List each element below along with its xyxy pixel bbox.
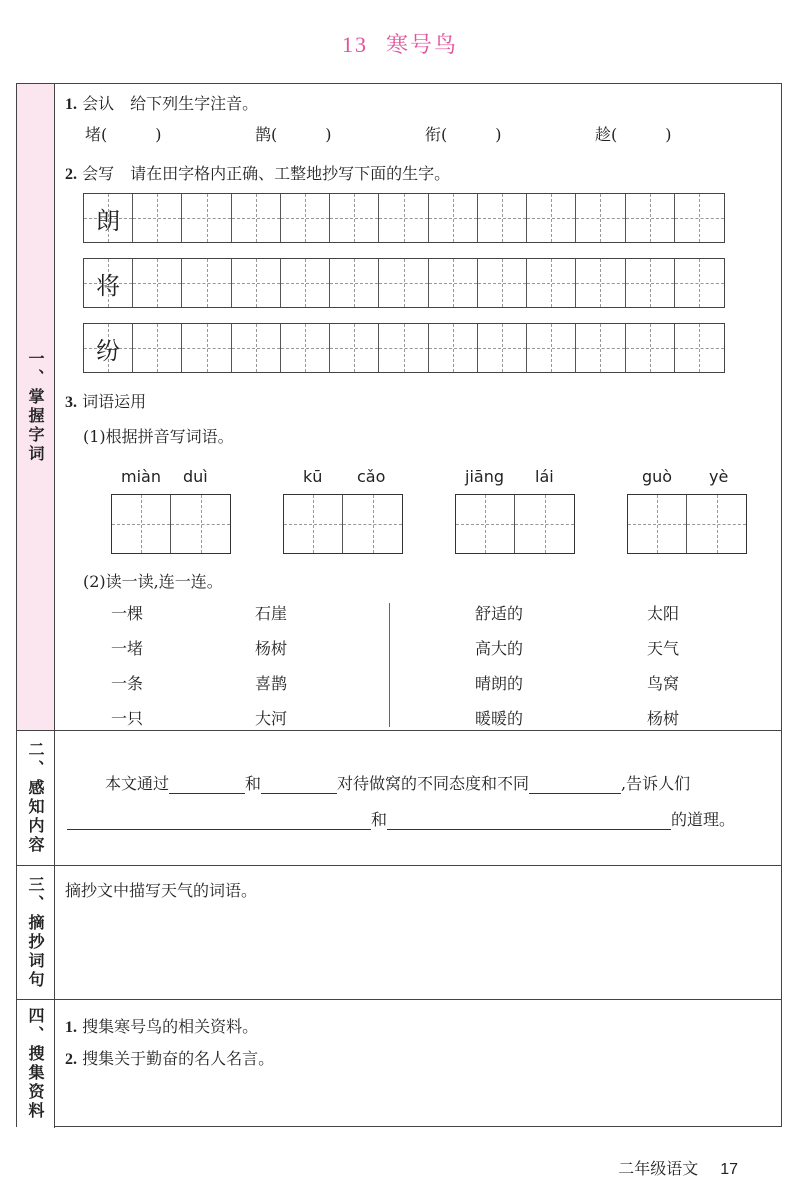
section-label: 三、摘抄词句	[17, 866, 55, 999]
practice-cell[interactable]	[675, 194, 724, 242]
pinyin-answer-box[interactable]	[283, 494, 403, 554]
model-character-cell	[84, 324, 133, 372]
page-footer	[618, 1156, 738, 1179]
practice-cell[interactable]	[478, 324, 527, 372]
worksheet-frame	[16, 83, 782, 1127]
match-word[interactable]: 晴朗的	[475, 674, 524, 693]
q2-heading: 2. 会写 请在田字格内正确、工整地抄写下面的生字。	[65, 164, 451, 183]
section-label: 一、掌握字词	[17, 84, 55, 730]
model-character: 纷	[96, 336, 121, 365]
collect-item-1: 1. 搜集寒号鸟的相关资料。	[65, 1017, 259, 1036]
writing-grid-row[interactable]	[83, 193, 725, 243]
fill-in-line-1: 本文通过 和 对待做窝的不同态度和不同 ,告诉人们	[105, 774, 691, 793]
pinyin-answer-box[interactable]	[111, 494, 231, 554]
practice-cell[interactable]	[626, 259, 675, 307]
practice-cell[interactable]	[232, 324, 281, 372]
match-word[interactable]: 太阳	[647, 604, 680, 623]
practice-cell[interactable]	[626, 194, 675, 242]
section-master-words	[17, 84, 781, 731]
match-word[interactable]: 石崖	[255, 604, 288, 623]
pinyin-2b: cǎo	[357, 467, 386, 486]
q1-char-3[interactable]: 衔( )	[425, 125, 502, 144]
writing-grid-row[interactable]	[83, 323, 725, 373]
match-word[interactable]: 舒适的	[475, 604, 524, 623]
match-word[interactable]: 天气	[647, 639, 680, 658]
pinyin-answer-box[interactable]	[627, 494, 747, 554]
match-word[interactable]: 鸟窝	[647, 674, 680, 693]
practice-cell[interactable]	[478, 259, 527, 307]
pinyin-2a: kū	[303, 467, 323, 486]
practice-cell[interactable]	[232, 194, 281, 242]
section-copy-phrases	[17, 866, 781, 1000]
practice-cell[interactable]	[576, 259, 625, 307]
practice-cell[interactable]	[429, 324, 478, 372]
q1-heading: 1. 会认 给下列生字注音。	[65, 94, 259, 113]
practice-cell[interactable]	[626, 324, 675, 372]
practice-cell[interactable]	[133, 324, 182, 372]
footer-label: 二年级语文	[618, 1159, 699, 1178]
pinyin-1a: miàn	[121, 467, 161, 486]
practice-cell[interactable]	[675, 259, 724, 307]
q3-heading: 3. 词语运用	[65, 392, 147, 411]
practice-cell[interactable]	[182, 194, 231, 242]
section-label: 四、搜集资料	[17, 1000, 55, 1128]
practice-cell[interactable]	[478, 194, 527, 242]
model-character-cell	[84, 194, 133, 242]
section-label: 二、感知内容	[17, 731, 55, 865]
q1-char-2[interactable]: 鹊( )	[255, 125, 332, 144]
model-character: 将	[96, 271, 121, 300]
pinyin-1b: duì	[183, 467, 208, 486]
practice-cell[interactable]	[379, 324, 428, 372]
blank[interactable]	[169, 775, 245, 794]
practice-cell[interactable]	[379, 194, 428, 242]
copy-instruction: 摘抄文中描写天气的词语。	[65, 881, 258, 900]
match-word[interactable]: 喜鹊	[255, 674, 288, 693]
lesson-title: 寒号鸟	[385, 33, 458, 58]
collect-item-2: 2. 搜集关于勤奋的名人名言。	[65, 1049, 275, 1068]
match-word[interactable]: 暖暖的	[475, 709, 524, 728]
practice-cell[interactable]	[576, 324, 625, 372]
practice-cell[interactable]	[429, 259, 478, 307]
match-word[interactable]: 杨树	[255, 639, 288, 658]
practice-cell[interactable]	[133, 259, 182, 307]
pinyin-3b: lái	[535, 467, 554, 486]
page-title	[0, 28, 800, 59]
match-word[interactable]: 一只	[111, 709, 144, 728]
writing-grid-row[interactable]	[83, 258, 725, 308]
q3-sub1: (1)根据拼音写词语。	[83, 427, 234, 446]
practice-cell[interactable]	[182, 259, 231, 307]
practice-cell[interactable]	[675, 324, 724, 372]
match-word[interactable]: 大河	[255, 709, 288, 728]
q1-char-1[interactable]: 堵( )	[85, 125, 162, 144]
matching-divider	[389, 603, 390, 727]
blank[interactable]	[387, 811, 671, 830]
blank[interactable]	[261, 775, 337, 794]
match-word[interactable]: 一条	[111, 674, 144, 693]
section-collect-materials	[17, 1000, 781, 1128]
pinyin-4a: guò	[642, 467, 673, 486]
fill-in-line-2: 和 的道理。	[67, 807, 735, 830]
page-number: 17	[720, 1161, 738, 1178]
practice-cell[interactable]	[281, 194, 330, 242]
practice-cell[interactable]	[281, 259, 330, 307]
section-perceive-content	[17, 731, 781, 866]
practice-cell[interactable]	[527, 324, 576, 372]
practice-cell[interactable]	[133, 194, 182, 242]
practice-cell[interactable]	[281, 324, 330, 372]
q1-char-4[interactable]: 趁( )	[595, 125, 672, 144]
practice-cell[interactable]	[379, 259, 428, 307]
practice-cell[interactable]	[330, 194, 379, 242]
blank[interactable]	[67, 811, 371, 830]
lesson-number: 13	[341, 32, 368, 57]
practice-cell[interactable]	[232, 259, 281, 307]
practice-cell[interactable]	[429, 194, 478, 242]
practice-cell[interactable]	[527, 194, 576, 242]
match-word[interactable]: 高大的	[475, 639, 524, 658]
blank[interactable]	[529, 775, 621, 794]
match-word[interactable]: 杨树	[647, 709, 680, 728]
q3-sub2: (2)读一读,连一连。	[83, 572, 223, 591]
pinyin-3a: jiāng	[465, 467, 504, 486]
pinyin-4b: yè	[709, 467, 729, 486]
practice-cell[interactable]	[527, 259, 576, 307]
practice-cell[interactable]	[330, 259, 379, 307]
practice-cell[interactable]	[330, 324, 379, 372]
pinyin-answer-box[interactable]	[455, 494, 575, 554]
practice-cell[interactable]	[576, 194, 625, 242]
model-character: 朗	[96, 206, 121, 235]
match-word[interactable]: 一堵	[111, 639, 144, 658]
model-character-cell	[84, 259, 133, 307]
match-word[interactable]: 一棵	[111, 604, 144, 623]
practice-cell[interactable]	[182, 324, 231, 372]
